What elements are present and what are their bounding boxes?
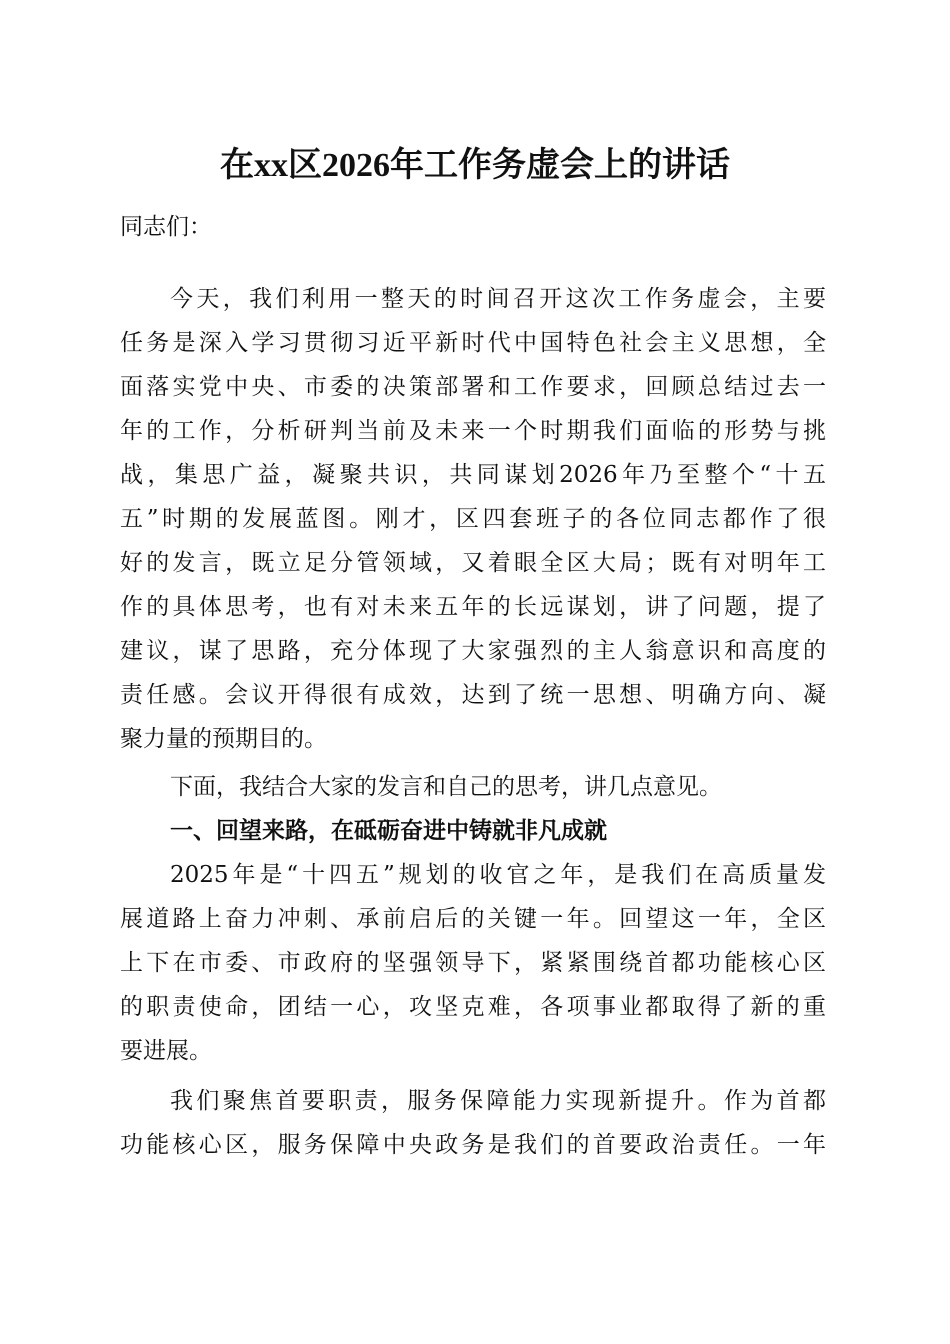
text-line: 我们聚焦首要职责，服务保障能力实现新提升。作为首都 [170, 1088, 826, 1114]
text-line: 2025年是“十四五”规划的收官之年，是我们在高质量发 [170, 862, 826, 888]
section-heading: 一、回望来路，在砥砺奋进中铸就非凡成就 [170, 818, 607, 844]
document-title: 在xx区2026年工作务虚会上的讲话 [220, 147, 730, 184]
text-line: 上下在市委、市政府的坚强领导下，紧紧围绕首都功能核心区 [120, 950, 826, 976]
text-line: 年的工作，分析研判当前及未来一个时期我们面临的形势与挑 [120, 418, 826, 444]
text-line: 作的具体思考，也有对未来五年的长远谋划，讲了问题，提了 [120, 594, 826, 620]
salutation: 同志们： [120, 214, 212, 240]
text-line: 任务是深入学习贯彻习近平新时代中国特色社会主义思想，全 [120, 330, 826, 356]
text-line: 责任感。会议开得很有成效，达到了统一思想、明确方向、凝 [120, 682, 826, 708]
text-line: 建议，谋了思路，充分体现了大家强烈的主人翁意识和高度的 [120, 638, 826, 664]
text-line: 要进展。 [120, 1038, 212, 1064]
text-line: 面落实党中央、市委的决策部署和工作要求，回顾总结过去一 [120, 374, 826, 400]
paragraph-intro: 下面，我结合大家的发言和自己的思考，讲几点意见。 [170, 774, 722, 800]
text-line: 聚力量的预期目的。 [120, 726, 327, 752]
text-line: 五”时期的发展蓝图。刚才，区四套班子的各位同志都作了很 [120, 506, 826, 532]
text-line: 战，集思广益，凝聚共识，共同谋划2026年乃至整个“十五 [120, 462, 826, 488]
text-line: 功能核心区，服务保障中央政务是我们的首要政治责任。一年 [120, 1132, 826, 1158]
text-line: 今天，我们利用一整天的时间召开这次工作务虚会，主要 [170, 286, 826, 312]
text-line: 的职责使命，团结一心，攻坚克难，各项事业都取得了新的重 [120, 994, 826, 1020]
text-line: 好的发言，既立足分管领域，又着眼全区大局；既有对明年工 [120, 550, 826, 576]
text-line: 展道路上奋力冲刺、承前启后的关键一年。回望这一年，全区 [120, 906, 826, 932]
